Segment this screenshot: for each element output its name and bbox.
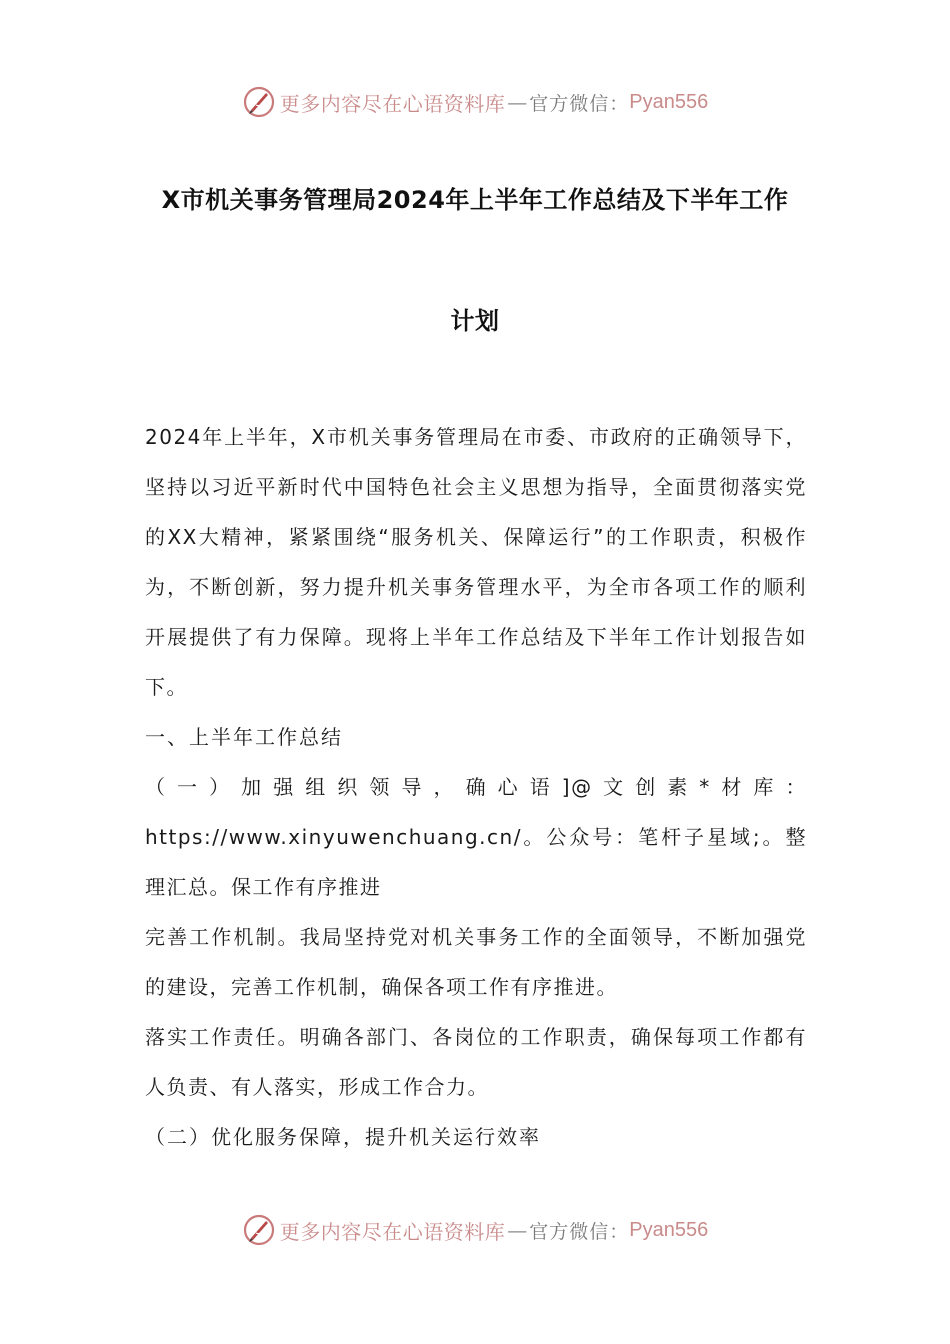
watermark-dash: — xyxy=(507,1218,528,1242)
header-watermark xyxy=(0,82,950,122)
section-heading-1: 一、上半年工作总结 xyxy=(145,725,343,749)
footer-watermark xyxy=(0,1210,950,1250)
watermark-wechat-label: 官方微信： xyxy=(529,92,630,115)
intro-paragraph: 2024年上半年，X市机关事务管理局在市委、市政府的正确领导下，坚持以习近平新时代中国特色社会主义思想为指导，全面贯彻落实党的XX大精神，紧紧围绕“服务机关、保障运行”的工作职责，积极作为，不断创新，努力提升机关事务管理水平，为全市各项工作的顺利开展提供了有力保障。现将上半年工作总结及下半年工作计划报告如下。 xyxy=(145,425,807,699)
subsection-heading-2: （二）优化服务保障，提升机关运行效率 xyxy=(145,1125,541,1149)
watermark-brand-text: 更多内容尽在心语资料库 xyxy=(279,1219,506,1244)
watermark-brand-text: 更多内容尽在心语资料库 xyxy=(279,91,506,116)
body-paragraph-work-responsibility: 落实工作责任。明确各部门、各岗位的工作职责，确保每项工作都有人负责、有人落实，形成工作合力。 xyxy=(145,1025,807,1099)
document-title-line-2: 计划 xyxy=(450,307,500,335)
watermark-wechat-id: Pyan556 xyxy=(629,1218,709,1241)
body-paragraph-work-mechanism: 完善工作机制。我局坚持党对机关事务工作的全面领导，不断加强党的建设，完善工作机制，确保各项工作有序推进。 xyxy=(145,925,807,999)
watermark-wechat-id: Pyan556 xyxy=(629,90,709,113)
document-body xyxy=(145,412,807,1162)
quill-pen-icon xyxy=(242,85,276,119)
document-title-line-1: X市机关事务管理局2024年上半年工作总结及下半年工作 xyxy=(161,186,789,214)
subsection-heading-1: （一）加强组织领导，确心语]@文创素*材库：https://www.xinyuwenchuang.cn/。公众号：笔杆子星域;。整理汇总。保工作有序推进 xyxy=(145,775,807,899)
watermark-dash: — xyxy=(507,90,528,114)
watermark-wechat-label: 官方微信： xyxy=(529,1220,630,1243)
quill-pen-icon xyxy=(242,1213,276,1247)
